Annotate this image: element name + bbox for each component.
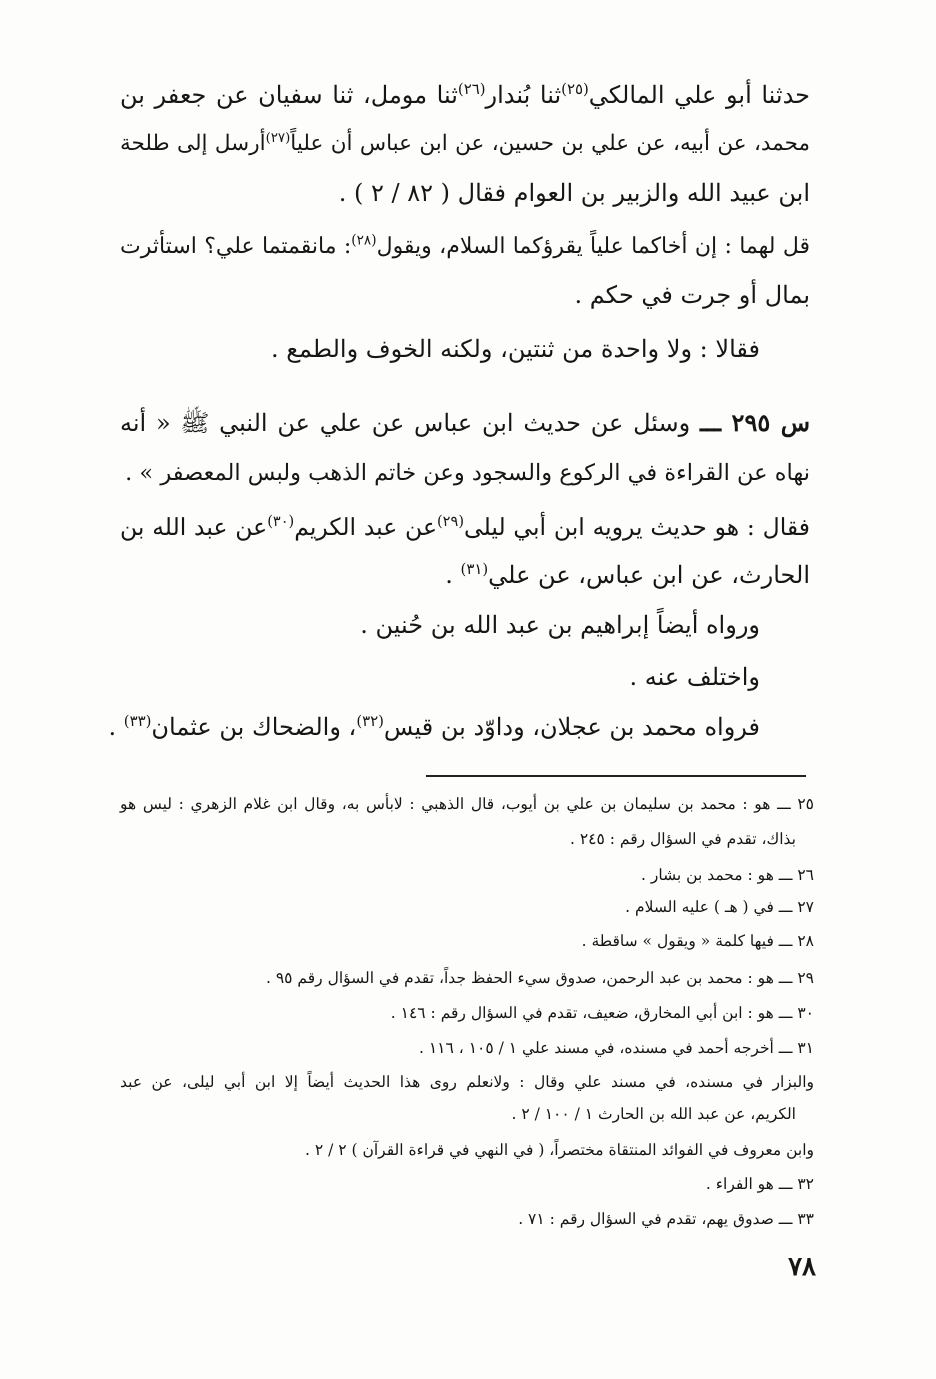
text-run: أرسل إلى طلحة xyxy=(120,131,266,156)
footnote-31: ٣١ ـــ أخرجه أحمد في مسنده، في مسند علي ١ / ١٠٥ ، ١١٦ . xyxy=(419,1039,814,1057)
page-number: ٧٨ xyxy=(788,1252,816,1282)
footnote-31-cont: الكريم، عن عبد الله بن الحارث ١ / ١٠٠ / ٢ . xyxy=(511,1105,796,1123)
footnote-31-cont: والبزار في مسنده، في مسند علي وقال : ولانعلم روى هذا الحديث أيضاً إلا ابن أبي ليلى، عن عبد xyxy=(120,1073,814,1091)
footnote-26: ٢٦ ـــ هو : محمد بن بشار . xyxy=(641,866,814,884)
text-run: ثنا بُندار xyxy=(485,81,562,109)
text-run: ثنا مومل، ثنا سفيان عن جعفر بن xyxy=(120,81,458,109)
footnote-ref: (٣٣) xyxy=(123,712,152,730)
text-run: عن عبد الله بن xyxy=(120,513,268,541)
footnote-32: ٣٢ ـــ هو الفراء . xyxy=(705,1175,814,1193)
text-run: فرواه محمد بن عجلان، وداوّد بن قيس xyxy=(383,713,760,741)
text-line: فقالا : ولا واحدة من ثنتين، ولكنه الخوف والطمع . xyxy=(271,335,760,363)
footnote-ref: (٢٥) xyxy=(561,80,589,98)
footnote-ref: (٣١) xyxy=(460,560,489,578)
footnote-ref: (٣٠) xyxy=(267,513,295,531)
text-line: بمال أو جرت في حكم . xyxy=(574,281,810,309)
question-number: س ٢٩٥ ـــ xyxy=(699,408,810,437)
footnote-28: ٢٨ ـــ فيها كلمة « ويقول » ساقطة . xyxy=(581,932,814,950)
text-line: ورواه أيضاً إبراهيم بن عبد الله بن حُنين . xyxy=(360,611,760,639)
text-run: محمد، عن أبيه، عن علي بن حسين، عن ابن عباس أن علياً xyxy=(290,131,811,156)
text-run: حدثنا أبو علي المالكي xyxy=(588,81,811,109)
footnote-29: ٢٩ ـــ هو : محمد بن عبد الرحمن، صدوق سيء الحفظ جداً، تقدم في السؤال رقم ٩٥ . xyxy=(265,969,814,987)
text-line xyxy=(120,127,810,161)
text-line xyxy=(120,510,810,544)
text-run: . xyxy=(108,713,124,741)
text-line xyxy=(445,558,810,592)
footnote-25: ٢٥ ـــ هو : محمد بن سليمان بن علي بن أيوب، قال الذهبي : لابأس به، وقال ابن غلام الزهري : ليس هو xyxy=(120,795,814,813)
text-run: ، والضحاك بن عثمان xyxy=(151,713,357,741)
footnote-31-cont: وابن معروف في الفوائد المنتقاة مختصراً، ( في النهي في قراءة القرآن ) ٢ / ٢ . xyxy=(304,1141,814,1159)
text-run: . xyxy=(445,561,461,589)
text-run: قل لهما : إن أخاكما علياً يقرؤكما السلام، ويقول xyxy=(376,234,810,259)
footnote-ref: (٣٢) xyxy=(356,712,384,730)
footnote-separator xyxy=(426,775,806,777)
text-line xyxy=(120,78,810,112)
footnote-ref: (٢٧) xyxy=(265,130,291,146)
question-line xyxy=(120,406,810,440)
text-line: واختلف عنه . xyxy=(629,663,760,691)
text-line: ابن عبيد الله والزبير بن العوام فقال ( ٨٢ / ٢ ) . xyxy=(338,179,810,207)
text-run: فقال : هو حديث يرويه ابن أبي ليلى xyxy=(464,513,810,541)
footnote-ref: (٢٩) xyxy=(436,513,464,531)
text-line xyxy=(109,710,761,744)
text-run: وسئل عن حديث ابن عباس عن علي عن النبي ﷺ « أنه xyxy=(120,409,691,437)
footnote-25-cont: بذاك، تقدم في السؤال رقم : ٢٤٥ . xyxy=(569,830,796,848)
text-run: عن عبد الكريم xyxy=(294,513,437,541)
footnote-ref: (٢٦) xyxy=(457,80,486,98)
footnote-27: ٢٧ ـــ في ( هـ ) عليه السلام . xyxy=(625,898,814,916)
footnote-ref: (٢٨) xyxy=(351,232,377,249)
text-line: نهاه عن القراءة في الركوع والسجود وعن خاتم الذهب ولبس المعصفر » . xyxy=(125,460,810,486)
footnote-30: ٣٠ ـــ هو : ابن أبي المخارق، ضعيف، تقدم في السؤال رقم : ١٤٦ . xyxy=(390,1004,814,1022)
text-run: : مانقمتما علي؟ استأثرت xyxy=(120,234,352,259)
text-line xyxy=(120,230,810,264)
footnote-33: ٣٣ ـــ صدوق يهم، تقدم في السؤال رقم : ٧١ . xyxy=(518,1210,814,1228)
text-run: الحارث، عن ابن عباس، عن علي xyxy=(488,561,810,589)
